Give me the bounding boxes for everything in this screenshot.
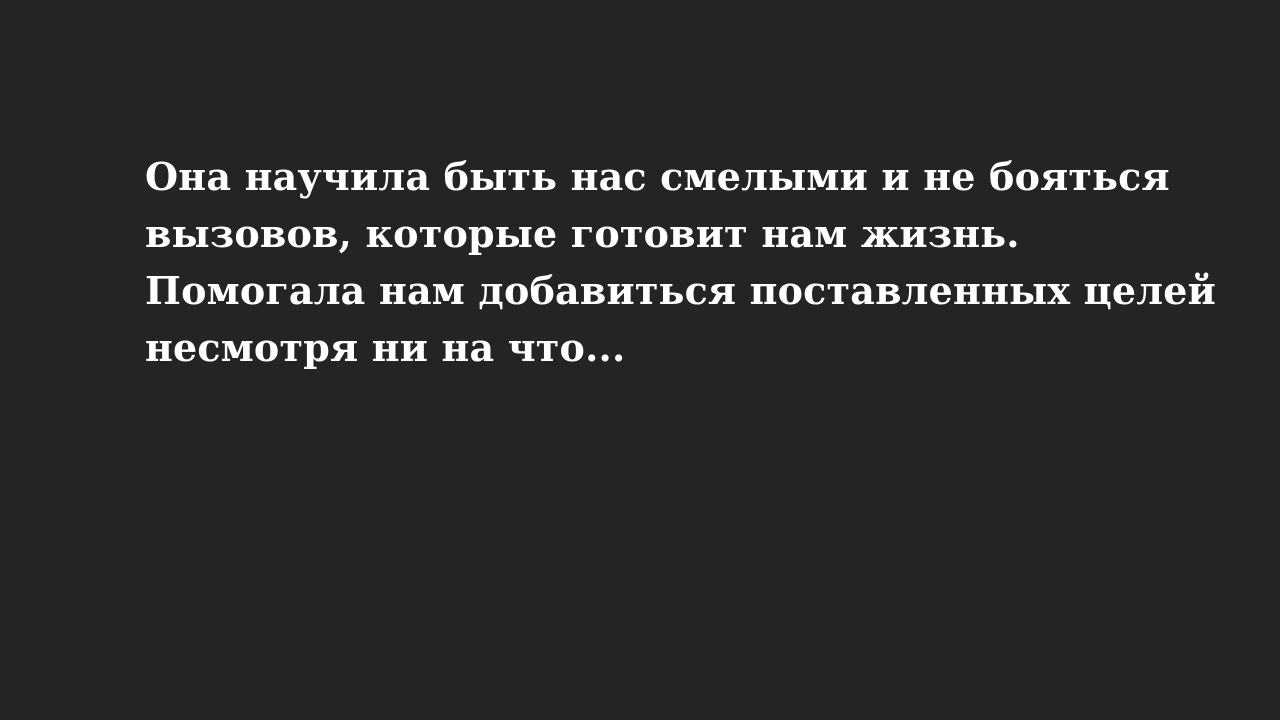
quote-text <box>145 148 1217 376</box>
quote-line-2: вызовов, которые готовит нам жизнь. <box>145 211 1020 256</box>
quote-line-4: несмотря ни на что... <box>145 325 626 370</box>
quote-line-3: Помогала нам добавиться поставленных целей <box>145 268 1217 313</box>
quote-line-1: Она научила быть нас смелыми и не бояться <box>145 154 1170 199</box>
